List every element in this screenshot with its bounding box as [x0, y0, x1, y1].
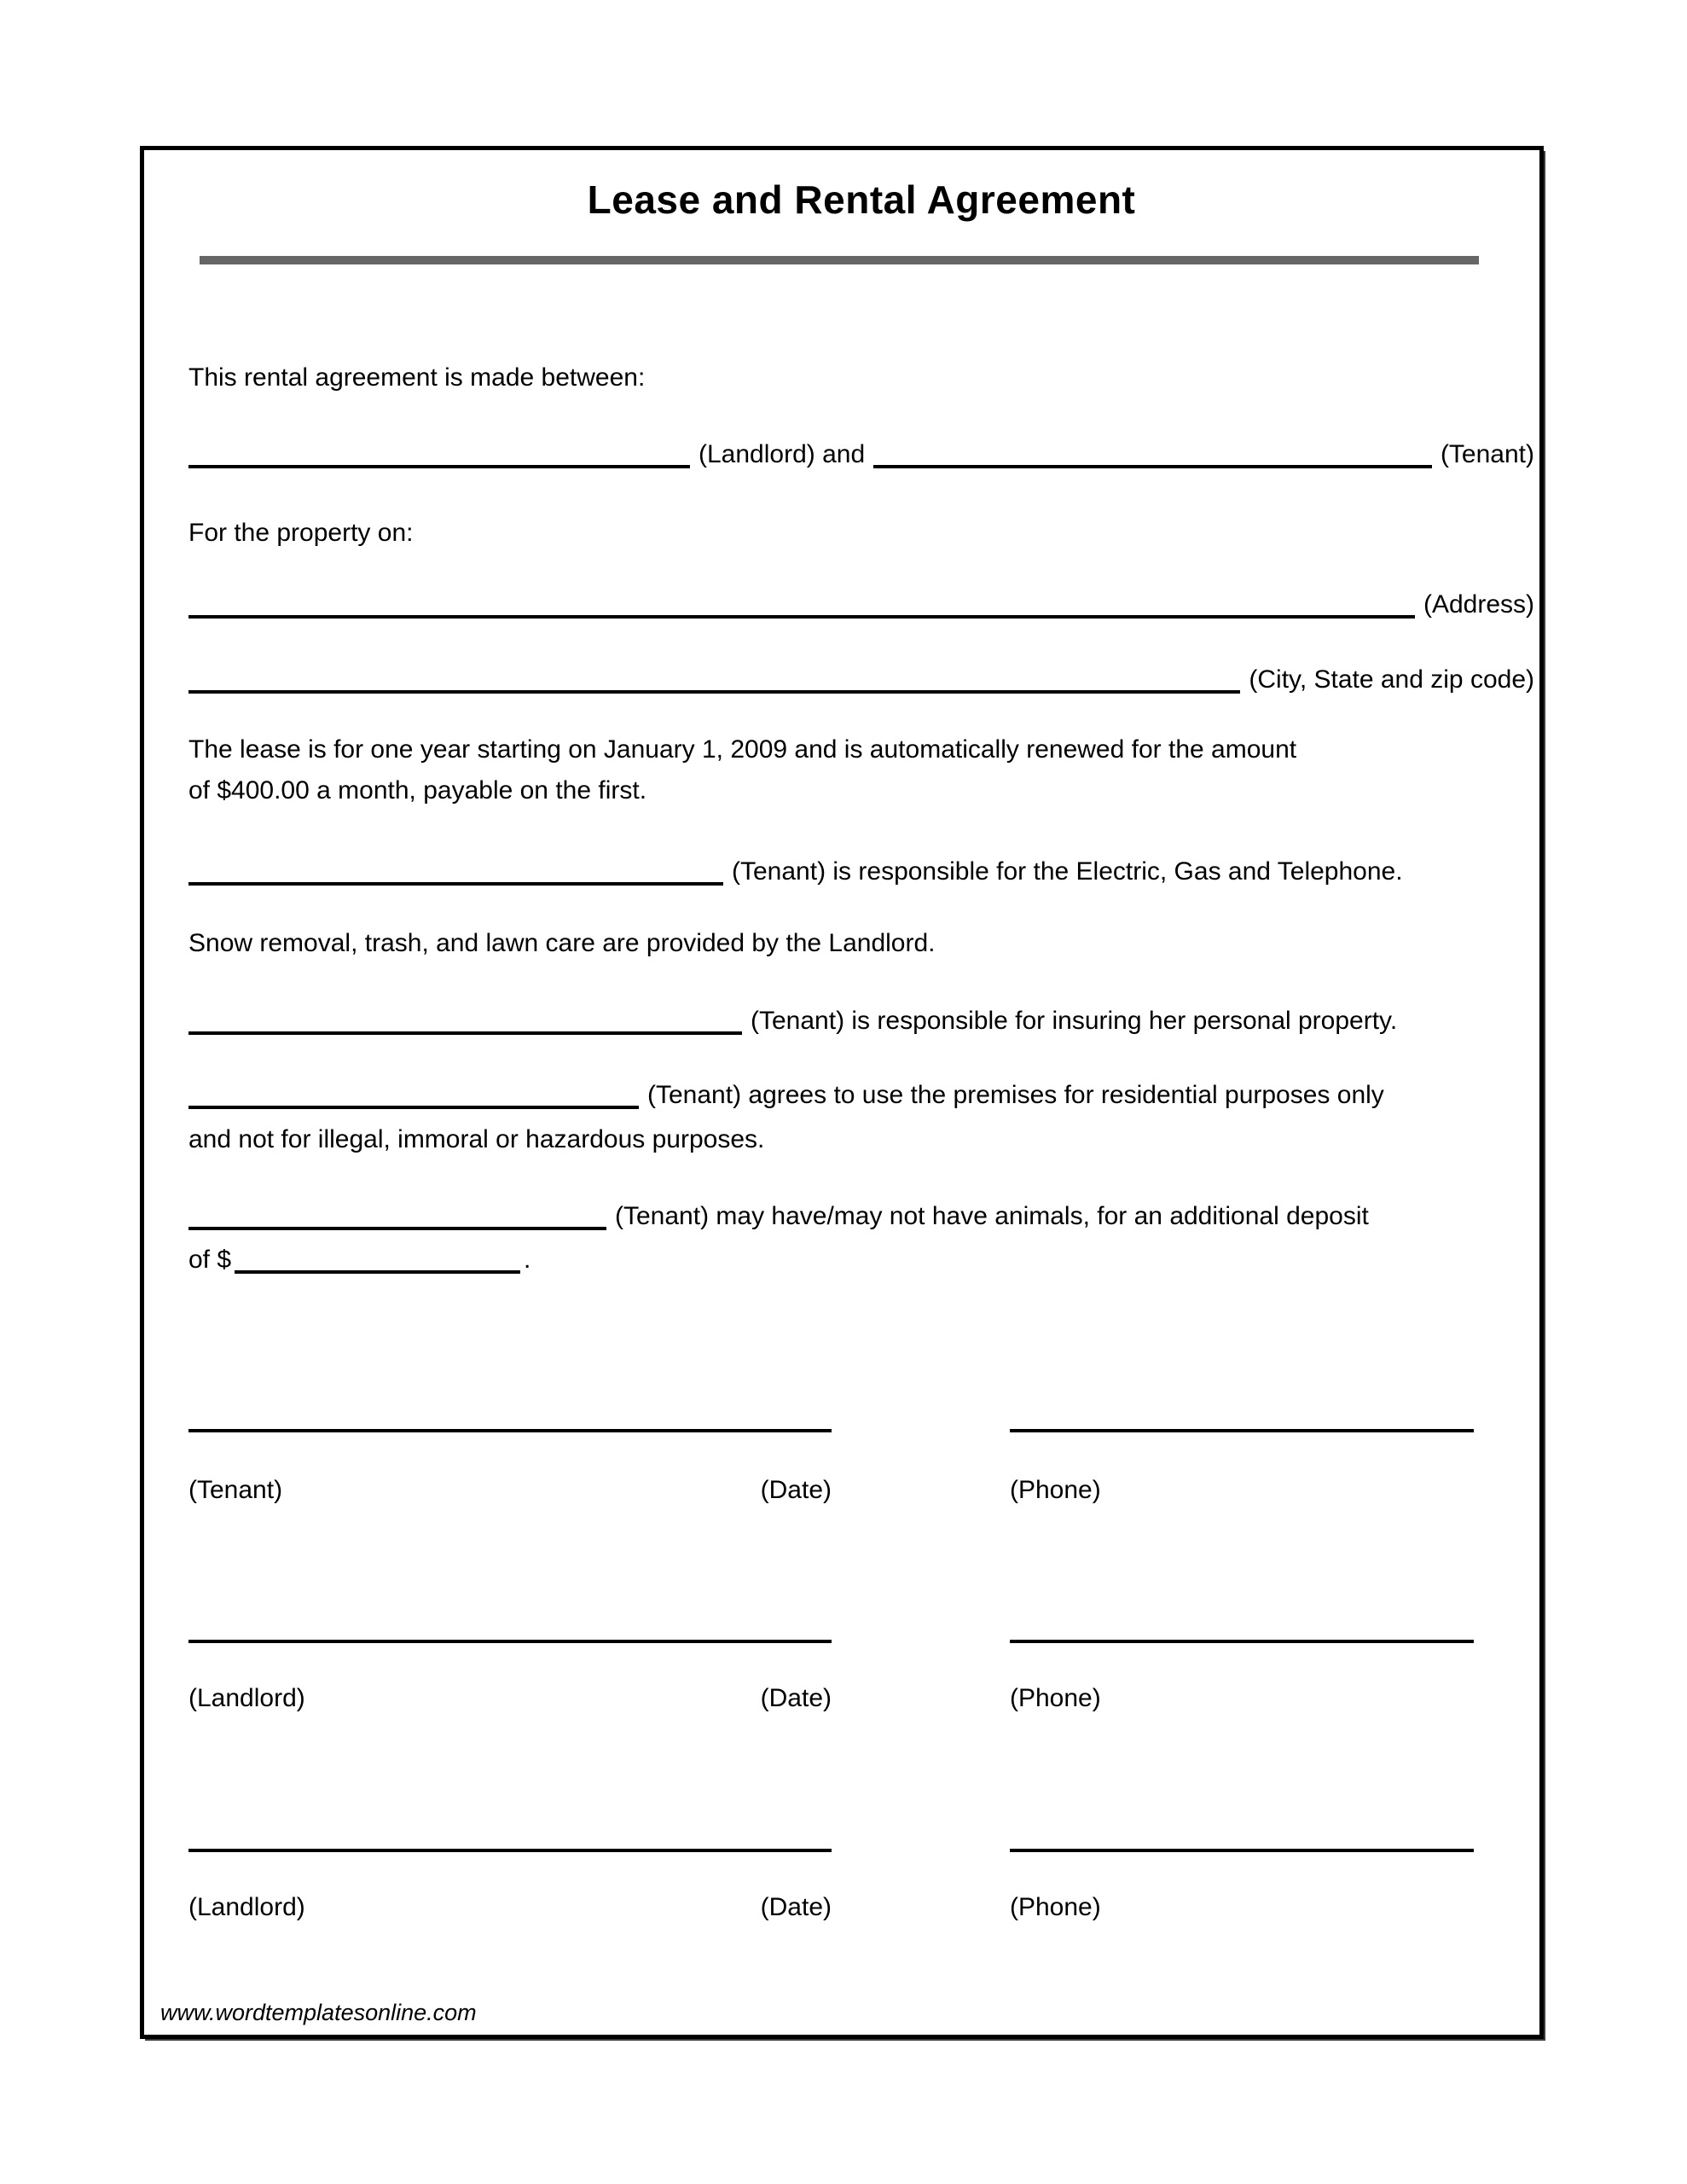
tenant-insurance-blank[interactable] [188, 1031, 742, 1035]
premises-line-2: and not for illegal, immoral or hazardous purposes. [188, 1125, 765, 1153]
landlord2-date-label: (Date) [760, 1893, 832, 1921]
deposit-line [188, 1242, 1534, 1278]
landlord-label: (Landlord) and [699, 440, 866, 468]
landlord1-date-label: (Date) [760, 1684, 832, 1712]
city-state-zip-blank[interactable] [188, 690, 1240, 694]
signature-row-landlord1-labels [188, 1681, 1534, 1716]
tenant-phone-label: (Phone) [1010, 1476, 1101, 1504]
address-blank[interactable] [188, 615, 1415, 619]
tenant-phone-line[interactable] [1010, 1429, 1474, 1432]
landlord2-phone-line[interactable] [1010, 1849, 1474, 1852]
address-label: (Address) [1423, 590, 1534, 619]
landlord-services-line: Snow removal, trash, and lawn care are provided by the Landlord. [188, 929, 936, 957]
insurance-text: (Tenant) is responsible for insuring her personal property. [751, 1007, 1398, 1035]
landlord2-phone-label: (Phone) [1010, 1893, 1101, 1921]
tenant-name-blank[interactable] [873, 465, 1432, 468]
deposit-period: . [524, 1246, 531, 1274]
deposit-amount-blank[interactable] [235, 1270, 520, 1274]
landlord-name-blank[interactable] [188, 465, 690, 468]
signature-row-landlord1-lines [188, 1640, 1534, 1643]
animals-text-1: (Tenant) may have/may not have animals, for an additional deposit [615, 1202, 1369, 1230]
footer-url: www.wordtemplatesonline.com [160, 2000, 477, 2025]
property-intro-line: For the property on: [188, 519, 414, 547]
signature-row-tenant-labels [188, 1472, 1534, 1508]
address-line [188, 587, 1534, 623]
tenant-label: (Tenant) [1440, 440, 1534, 468]
landlord1-signature-label: (Landlord) [188, 1684, 305, 1712]
title-divider [200, 256, 1479, 264]
tenant-premises-blank[interactable] [188, 1106, 639, 1109]
tenant-signature-line[interactable] [188, 1429, 832, 1432]
city-state-zip-label: (City, State and zip code) [1249, 665, 1534, 694]
intro-line: This rental agreement is made between: [188, 363, 646, 392]
premises-line-1 [188, 1077, 1534, 1113]
landlord1-signature-line[interactable] [188, 1640, 832, 1643]
landlord2-signature-label: (Landlord) [188, 1893, 305, 1921]
lease-term-line-1: The lease is for one year starting on January 1, 2009 and is automatically renewed for the amount [188, 735, 1297, 764]
page-title: Lease and Rental Agreement [587, 177, 1136, 222]
utilities-text: (Tenant) is responsible for the Electric, Gas and Telephone. [732, 857, 1403, 886]
lease-agreement-page [140, 146, 1544, 2039]
landlord2-signature-line[interactable] [188, 1849, 832, 1852]
deposit-prefix: of $ [188, 1246, 232, 1274]
utilities-line [188, 854, 1534, 890]
animals-line-1 [188, 1199, 1534, 1234]
landlord1-phone-line[interactable] [1010, 1640, 1474, 1643]
lease-term-line-2: of $400.00 a month, payable on the first. [188, 776, 647, 804]
parties-line [188, 437, 1534, 473]
city-state-zip-line [188, 662, 1534, 698]
tenant-date-label: (Date) [760, 1476, 832, 1504]
signature-row-landlord2-labels [188, 1890, 1534, 1926]
insurance-line [188, 1003, 1534, 1039]
premises-text-1: (Tenant) agrees to use the premises for residential purposes only [647, 1081, 1384, 1109]
tenant-animals-blank[interactable] [188, 1227, 606, 1230]
signature-row-tenant-lines [188, 1429, 1534, 1432]
landlord1-phone-label: (Phone) [1010, 1684, 1101, 1712]
signature-row-landlord2-lines [188, 1849, 1534, 1852]
tenant-signature-label: (Tenant) [188, 1476, 283, 1504]
tenant-utilities-blank[interactable] [188, 882, 723, 886]
